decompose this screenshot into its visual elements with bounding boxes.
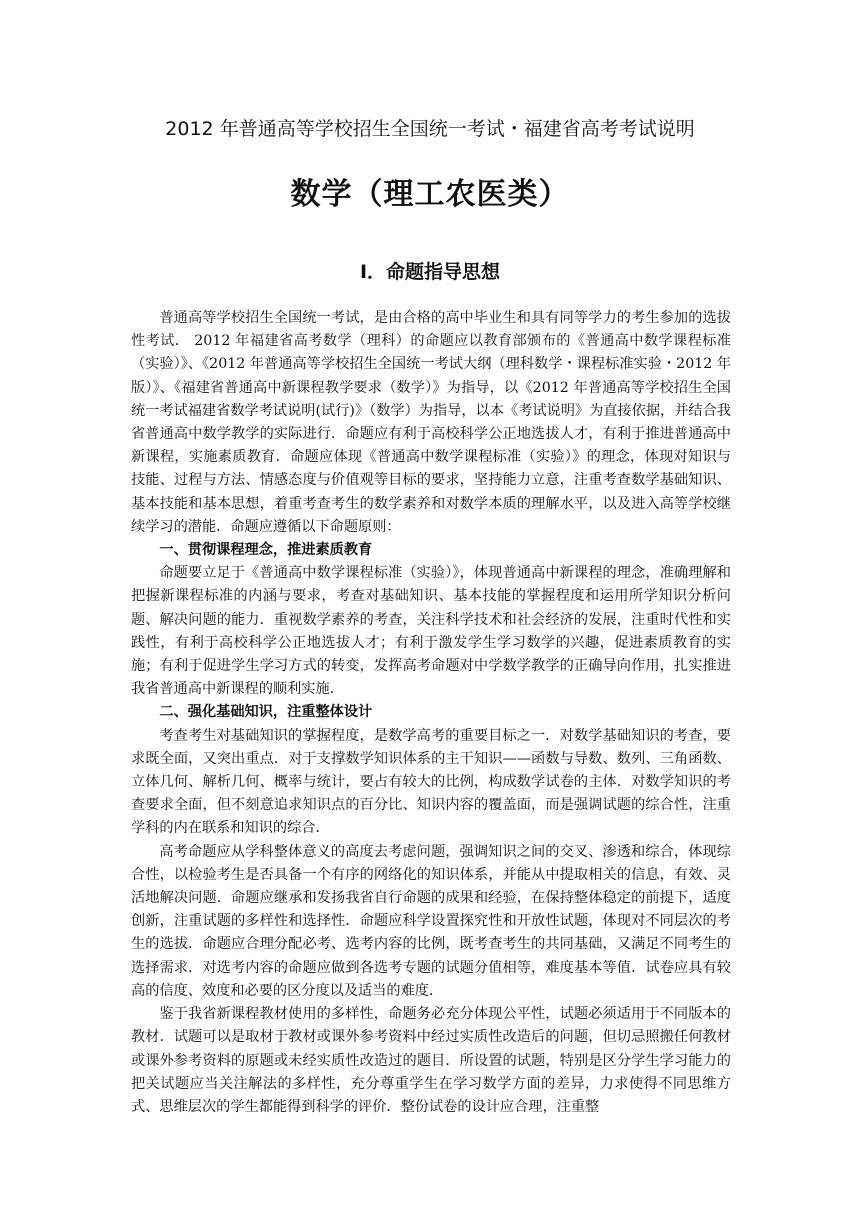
subheading-2: 二、强化基础知识，注重整体设计 (159, 704, 373, 721)
document-body (131, 307, 731, 1119)
intro-paragraph: 普通高等学校招生全国统一考试，是由合格的高中毕业生和具有同等学力的考生参加的选拔性考试． 2012 年福建省高考数学（理科）的命题应以教育部颁布的《普通高中数学课程标准（实验）》、《2012 年普通高等学校招生全国统一考试大纲（理科数学・课程标准实验・2012 年版）》、《福建省普通高中新课程教学要求（数学）》为指导，以《2012 年普通高等学校招生全国统一考试福建省数学考试说明(试行)》（数学）为指导，以本《考试说明》为直接依据，并结合我省普通高中数学教学的实际进行．命题应有利于高校科学公正地选拔人才，有利于推进普通高中新课程，实施素质教育．命题应体现《普通高中数学课程标准（实验）》的理念，体现对知识与技能、过程与方法、情感态度与价值观等目标的要求，坚持能力立意，注重考查数学基础知识、基本技能和基本思想，着重考查考生的数学素养和对数学本质的理解水平，以及进入高等学校继续学习的潜能．命题应遵循以下命题原则： (131, 310, 731, 535)
paragraph-4: 鉴于我省新课程教材使用的多样性，命题务必充分体现公平性，试题必须适用于不同版本的教材．试题可以是取材于教材或课外参考资料中经过实质性改造后的问题，但切忌照搬任何教材或课外参考资料的原题或未经实质性改造过的题目．所设置的试题，特别是区分学生学习能力的把关试题应当关注解法的多样性，充分尊重学生在学习数学方面的差异，力求使得不同思维方式、思维层次的学生都能得到科学的评价．整份试卷的设计应合理，注重整 (131, 1006, 731, 1115)
section-title: Ⅰ．命题指导思想 (359, 261, 501, 283)
paragraph-1: 命题要立足于《普通高中数学课程标准（实验）》，体现普通高中新课程的理念，准确理解和把握新课程标准的内涵与要求，考查对基础知识、基本技能的掌握程度和运用所学知识分析问题、解决问题的能力．重视数学素养的考查，关注科学技术和社会经济的发展，注重时代性和实践性，有利于高校科学公正地选拔人才；有利于激发学生学习数学的兴趣，促进素质教育的实施；有利于促进学生学习方式的转变，发挥高考命题对中学数学教学的正确导向作用，扎实推进我省普通高中新课程的顺利实施． (131, 565, 731, 698)
document-header: 2012 年普通高等学校招生全国统一考试・福建省高考考试说明 (165, 118, 695, 140)
document-title: 数学（理工农医类） (290, 177, 570, 212)
paragraph-3: 高考命题应从学科整体意义的高度去考虑问题，强调知识之间的交叉、渗透和综合，体现综合性，以检验考生是否具备一个有序的网络化的知识体系，并能从中提取相关的信息，有效、灵活地解决问题．命题应继承和发扬我省自行命题的成果和经验，在保持整体稳定的前提下，适度创新，注重试题的多样性和选择性．命题应科学设置探究性和开放性试题，体现对不同层次的考生的选拔．命题应合理分配必考、选考内容的比例，既考查考生的共同基础，又满足不同考生的选择需求．对选考内容的命题应做到各选考专题的试题分值相等，难度基本等值．试卷应具有较高的信度、效度和必要的区分度以及适当的难度． (131, 843, 731, 999)
paragraph-2: 考查考生对基础知识的掌握程度，是数学高考的重要目标之一．对数学基础知识的考查，要求既全面，又突出重点．对于支撑数学知识体系的主干知识——函数与导数、数列、三角函数、立体几何、解析几何、概率与统计，要占有较大的比例，构成数学试卷的主体．对数学知识的考查要求全面，但不刻意追求知识点的百分比、知识内容的覆盖面，而是强调试题的综合性，注重学科的内在联系和知识的综合． (131, 727, 731, 837)
subheading-1: 一、贯彻课程理念，推进素质教育 (159, 542, 373, 559)
